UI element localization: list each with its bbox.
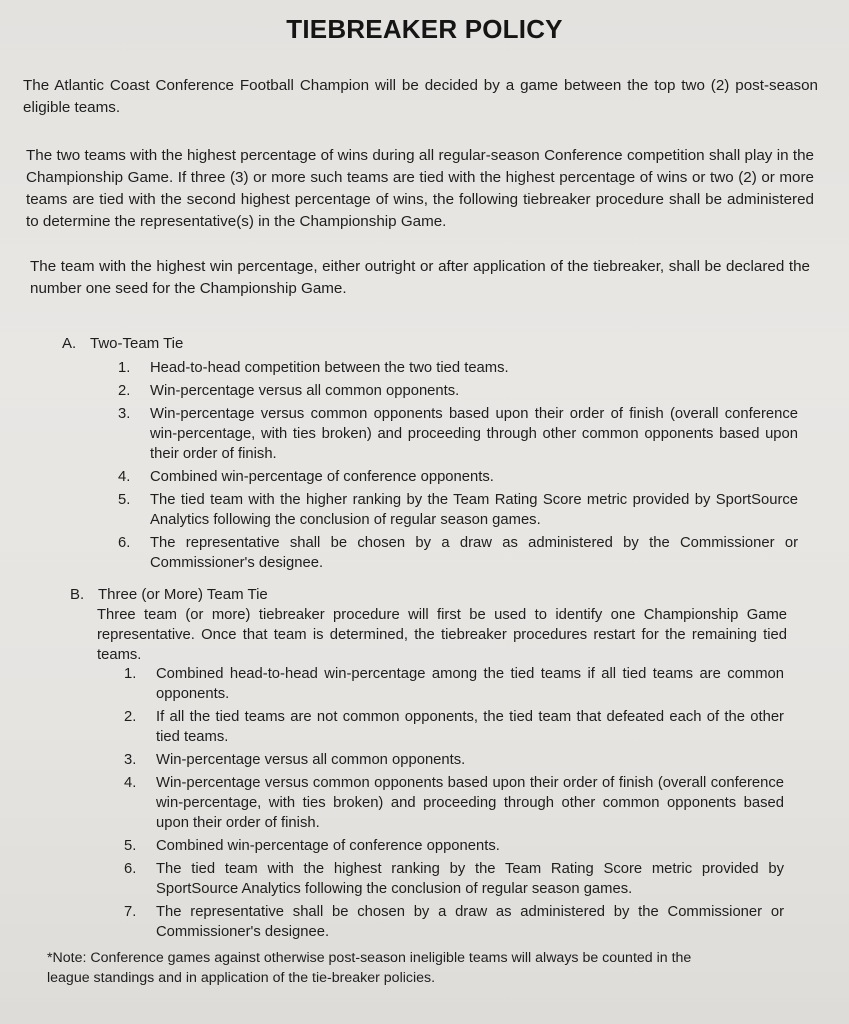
- section-a-title: Two-Team Tie: [90, 335, 184, 352]
- item-number: 2.: [124, 709, 137, 725]
- footnote: *Note: Conference games against otherwise post-season ineligible teams will always be counted in the league standings and in application of the tie-breaker policies.: [47, 950, 692, 986]
- section-a-heading: [62, 334, 183, 354]
- item-number: 4.: [124, 775, 137, 791]
- item-text: Combined head-to-head win-percentage among the tied teams if all tied teams are common opponents.: [156, 666, 784, 702]
- item-number: 6.: [124, 861, 137, 877]
- list-item: [124, 859, 784, 899]
- item-number: 3.: [118, 406, 131, 422]
- list-item: [124, 664, 784, 704]
- item-text: Combined win-percentage of conference opponents.: [150, 469, 494, 485]
- intro-paragraph-2: The two teams with the highest percentage of wins during all regular-season Conference competition shall play in the Championship Game. If three (3) or more such teams are tied with the highest percentage of wins or two (2) or more teams are tied with the second highest percentage of wins, the following tiebreaker procedure shall be administered to determine the representative(s) in the Championship Game.: [26, 147, 814, 230]
- list-item: [118, 533, 798, 573]
- list-item: [124, 707, 784, 747]
- item-text: If all the tied teams are not common opponents, the tied team that defeated each of the other tied teams.: [156, 709, 784, 745]
- item-number: 4.: [118, 469, 131, 485]
- list-item: [118, 358, 798, 378]
- list-item: [124, 902, 784, 942]
- item-text: Win-percentage versus common opponents based upon their order of finish (overall conference win-percentage, with ties broken) and proceeding through other common opponents based upon their order of finish.: [156, 775, 784, 831]
- item-number: 1.: [124, 666, 137, 682]
- item-text: Win-percentage versus all common opponents.: [150, 383, 460, 399]
- intro-paragraph-1: The Atlantic Coast Conference Football Champion will be decided by a game between the top two (2) post-season eligible teams.: [23, 77, 818, 116]
- two-team-tie-list: [118, 358, 798, 576]
- list-item: [124, 750, 784, 770]
- three-team-tie-list: [124, 664, 784, 945]
- list-item: [124, 836, 784, 856]
- item-number: 3.: [124, 752, 137, 768]
- item-text: Head-to-head competition between the two tied teams.: [150, 360, 509, 376]
- intro-paragraph-3: The team with the highest win percentage, either outright or after application of the tiebreaker, shall be declared the number one seed for the Championship Game.: [30, 258, 810, 297]
- section-b-title: Three (or More) Team Tie: [98, 586, 268, 603]
- item-text: Win-percentage versus common opponents based upon their order of finish (overall conference win-percentage, with ties broken) and proceeding through other common opponents based upon their order of finish.: [150, 406, 798, 462]
- item-text: Combined win-percentage of conference opponents.: [156, 838, 500, 854]
- item-number: 2.: [118, 383, 131, 399]
- item-number: 1.: [118, 360, 131, 376]
- section-a-letter: A.: [62, 335, 77, 352]
- list-item: [118, 490, 798, 530]
- page-title: TIEBREAKER POLICY: [286, 14, 563, 44]
- item-text: The representative shall be chosen by a draw as administered by the Commissioner or Commissioner's designee.: [156, 904, 784, 940]
- section-b-heading: [70, 585, 268, 605]
- list-item: [124, 773, 784, 833]
- item-number: 7.: [124, 904, 137, 920]
- section-b-letter: B.: [70, 586, 85, 603]
- item-text: The tied team with the highest ranking by the Team Rating Score metric provided by SportSource Analytics following the conclusion of regular season games.: [156, 861, 784, 897]
- item-text: Win-percentage versus all common opponents.: [156, 752, 466, 768]
- list-item: [118, 404, 798, 464]
- item-text: The representative shall be chosen by a draw as administered by the Commissioner or Commissioner's designee.: [150, 535, 798, 571]
- list-item: [118, 381, 798, 401]
- item-number: 5.: [118, 492, 131, 508]
- item-number: 6.: [118, 535, 131, 551]
- section-b-intro: Three team (or more) tiebreaker procedure will first be used to identify one Championship Game representative. Once that team is determined, the tiebreaker procedures restart for the remaining tied teams.: [97, 607, 787, 663]
- item-number: 5.: [124, 838, 137, 854]
- item-text: The tied team with the higher ranking by the Team Rating Score metric provided by SportSource Analytics following the conclusion of regular season games.: [150, 492, 798, 528]
- list-item: [118, 467, 798, 487]
